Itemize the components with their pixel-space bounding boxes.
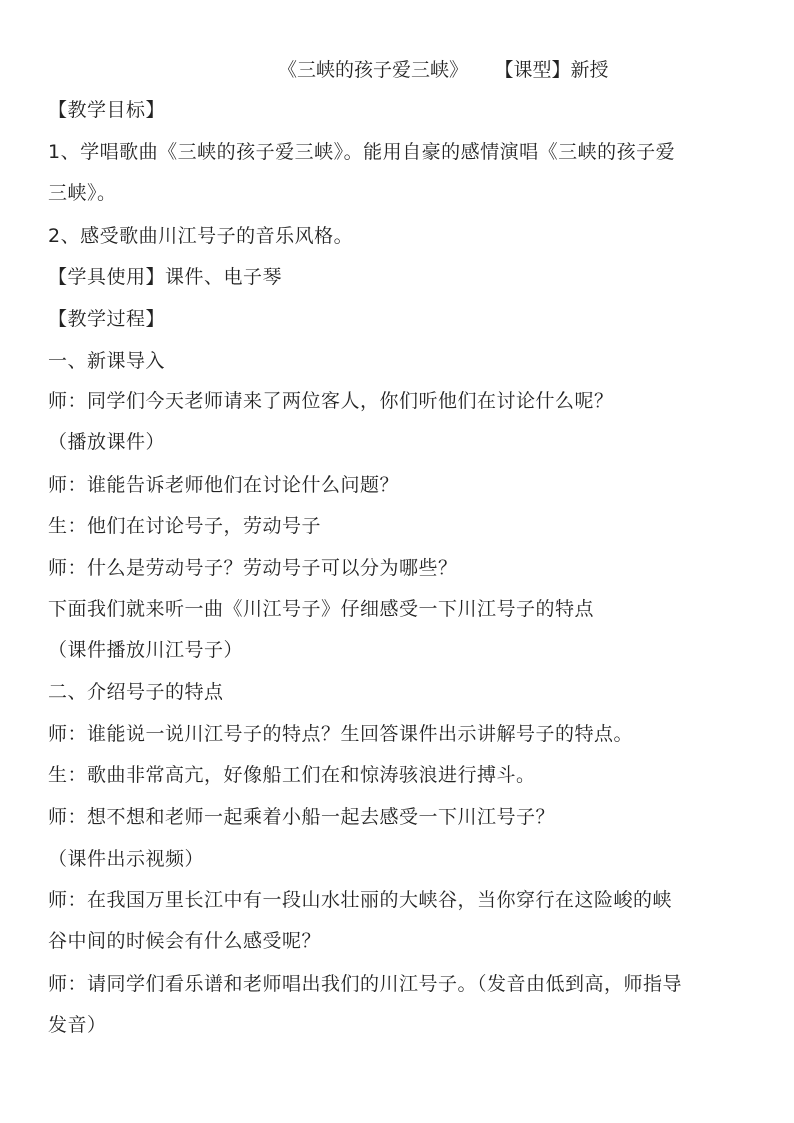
text-line: 【教学过程】	[48, 308, 166, 330]
text-line: 发音）	[48, 1014, 107, 1036]
text-line: 师：请同学们看乐谱和老师唱出我们的川江号子。（发音由低到高，师指导	[48, 973, 683, 995]
text-line: 一、新课导入	[48, 350, 166, 372]
text-line: 师：在我国万里长江中有一段山水壮丽的大峡谷，当你穿行在这险峻的峡	[48, 889, 673, 911]
text-line: （课件播放川江号子）	[48, 639, 244, 661]
text-line: 师：同学们今天老师请来了两位客人，你们听他们在讨论什么呢？	[48, 390, 614, 412]
text-line: 1、学唱歌曲《三峡的孩子爱三峡》。能用自豪的感情演唱《三峡的孩子爱	[48, 141, 676, 163]
text-line: 谷中间的时候会有什么感受呢？	[48, 930, 322, 952]
lesson-type: 【课型】新授	[504, 59, 609, 81]
text-line: 师：想不想和老师一起乘着小船一起去感受一下川江号子？	[48, 806, 556, 828]
title-row	[278, 56, 609, 84]
text-line: 二、介绍号子的特点	[48, 681, 224, 703]
text-line: 【学具使用】课件、电子琴	[48, 266, 283, 288]
text-line: 2、感受歌曲川江号子的音乐风格。	[48, 225, 354, 247]
text-line: 【教学目标】	[48, 99, 166, 121]
document-title: 《三峡的孩子爱三峡》	[278, 59, 469, 81]
text-line: 师：什么是劳动号子？劳动号子可以分为哪些？	[48, 557, 458, 579]
text-line: （课件出示视频）	[48, 848, 205, 870]
text-line: （播放课件）	[48, 431, 166, 453]
text-line: 生：歌曲非常高亢，好像船工们在和惊涛骇浪进行搏斗。	[48, 764, 536, 786]
text-line: 生：他们在讨论号子，劳动号子	[48, 515, 322, 537]
text-line: 师：谁能告诉老师他们在讨论什么问题？	[48, 474, 400, 496]
text-line: 师：谁能说一说川江号子的特点？生回答课件出示讲解号子的特点。	[48, 723, 634, 745]
text-line: 三峡》。	[48, 182, 117, 204]
text-line: 下面我们就来听一曲《川江号子》仔细感受一下川江号子的特点	[48, 598, 595, 620]
